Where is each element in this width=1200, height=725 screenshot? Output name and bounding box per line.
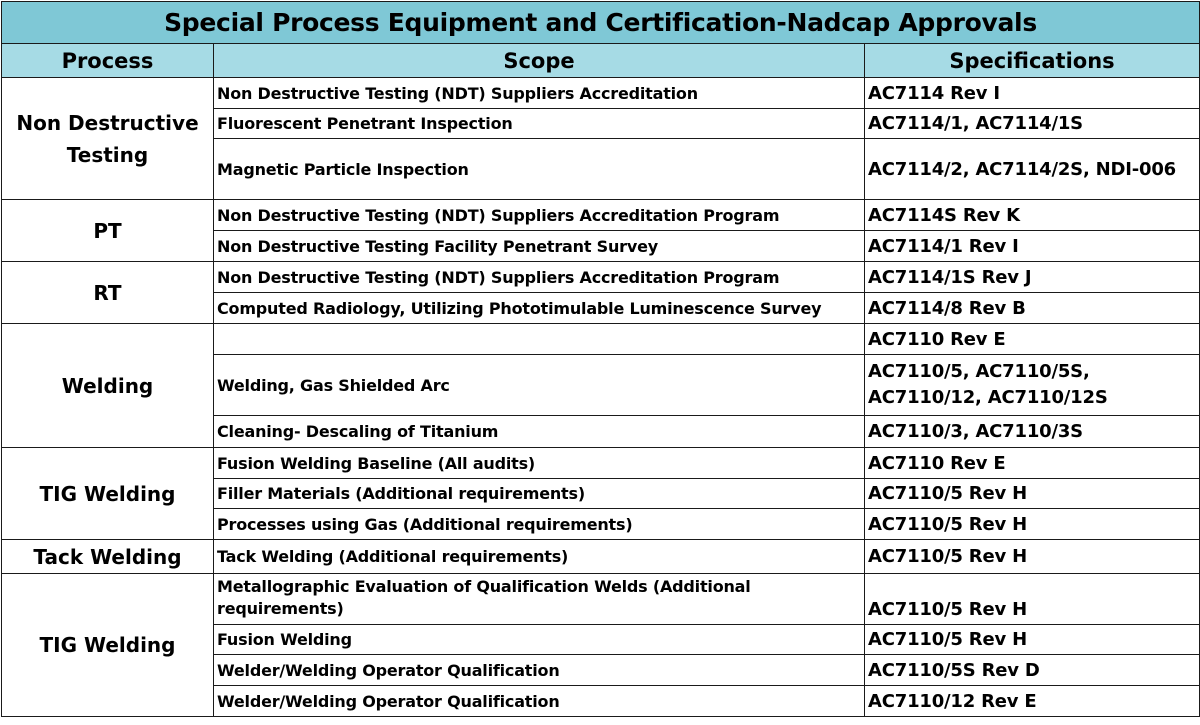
- spec-cell: AC7110/3, AC7110/3S: [865, 416, 1200, 448]
- title-row: [2, 2, 1200, 44]
- scope-cell: Fluorescent Penetrant Inspection: [214, 109, 865, 139]
- scope-cell: [214, 324, 865, 355]
- spec-cell: AC7114/2, AC7114/2S, NDI-006: [865, 139, 1200, 200]
- spec-cell: AC7110/5 Rev H: [865, 479, 1200, 509]
- header-process: Process: [2, 44, 214, 78]
- scope-cell: Fusion Welding Baseline (All audits): [214, 448, 865, 479]
- scope-cell: Non Destructive Testing Facility Penetrant Survey: [214, 231, 865, 262]
- spec-cell: AC7110/5, AC7110/5S, AC7110/12, AC7110/12S: [865, 355, 1200, 416]
- scope-cell: Cleaning- Descaling of Titanium: [214, 416, 865, 448]
- spec-cell: AC7114/1S Rev J: [865, 262, 1200, 293]
- scope-cell: Metallographic Evaluation of Qualification Welds (Additional requirements): [214, 574, 865, 625]
- spec-cell: AC7110/12 Rev E: [865, 686, 1200, 717]
- spec-cell: AC7110 Rev E: [865, 324, 1200, 355]
- spec-cell: AC7110/5 Rev H: [865, 540, 1200, 574]
- table-row: [2, 262, 1200, 293]
- scope-cell: Filler Materials (Additional requirements): [214, 479, 865, 509]
- spec-cell: AC7114/8 Rev B: [865, 293, 1200, 324]
- spec-cell: AC7114 Rev I: [865, 78, 1200, 109]
- spec-cell: AC7110/5S Rev D: [865, 655, 1200, 686]
- spec-cell: AC7110/5 Rev H: [865, 509, 1200, 540]
- scope-cell: Non Destructive Testing (NDT) Suppliers Accreditation Program: [214, 200, 865, 231]
- scope-cell: Non Destructive Testing (NDT) Suppliers Accreditation Program: [214, 262, 865, 293]
- spec-cell: AC7114S Rev K: [865, 200, 1200, 231]
- scope-cell: Processes using Gas (Additional requirements): [214, 509, 865, 540]
- process-cell: Tack Welding: [2, 540, 214, 574]
- spec-cell: AC7110/5 Rev H: [865, 625, 1200, 655]
- scope-cell: Non Destructive Testing (NDT) Suppliers Accreditation: [214, 78, 865, 109]
- spec-cell: AC7114/1, AC7114/1S: [865, 109, 1200, 139]
- scope-cell: Magnetic Particle Inspection: [214, 139, 865, 200]
- scope-cell: Welding, Gas Shielded Arc: [214, 355, 865, 416]
- scope-cell: Fusion Welding: [214, 625, 865, 655]
- header-scope: Scope: [214, 44, 865, 78]
- header-row: [2, 44, 1200, 78]
- process-cell: Non Destructive Testing: [2, 78, 214, 200]
- spec-cell: AC7110/5 Rev H: [865, 574, 1200, 625]
- scope-cell: Tack Welding (Additional requirements): [214, 540, 865, 574]
- process-cell: Welding: [2, 324, 214, 448]
- scope-cell: Computed Radiology, Utilizing Phototimulable Luminescence Survey: [214, 293, 865, 324]
- table-row: [2, 448, 1200, 479]
- table-row: [2, 200, 1200, 231]
- spec-cell: AC7110 Rev E: [865, 448, 1200, 479]
- process-cell: TIG Welding: [2, 574, 214, 717]
- process-cell: RT: [2, 262, 214, 324]
- table-row: [2, 78, 1200, 109]
- header-specifications: Specifications: [865, 44, 1200, 78]
- nadcap-approvals-table: [1, 1, 1200, 717]
- scope-cell: Welder/Welding Operator Qualification: [214, 686, 865, 717]
- process-cell: PT: [2, 200, 214, 262]
- scope-cell: Welder/Welding Operator Qualification: [214, 655, 865, 686]
- spec-cell: AC7114/1 Rev I: [865, 231, 1200, 262]
- table-title: Special Process Equipment and Certification-Nadcap Approvals: [2, 2, 1200, 44]
- process-cell: TIG Welding: [2, 448, 214, 540]
- table-row: [2, 324, 1200, 355]
- table-row: [2, 540, 1200, 574]
- table-row: [2, 574, 1200, 625]
